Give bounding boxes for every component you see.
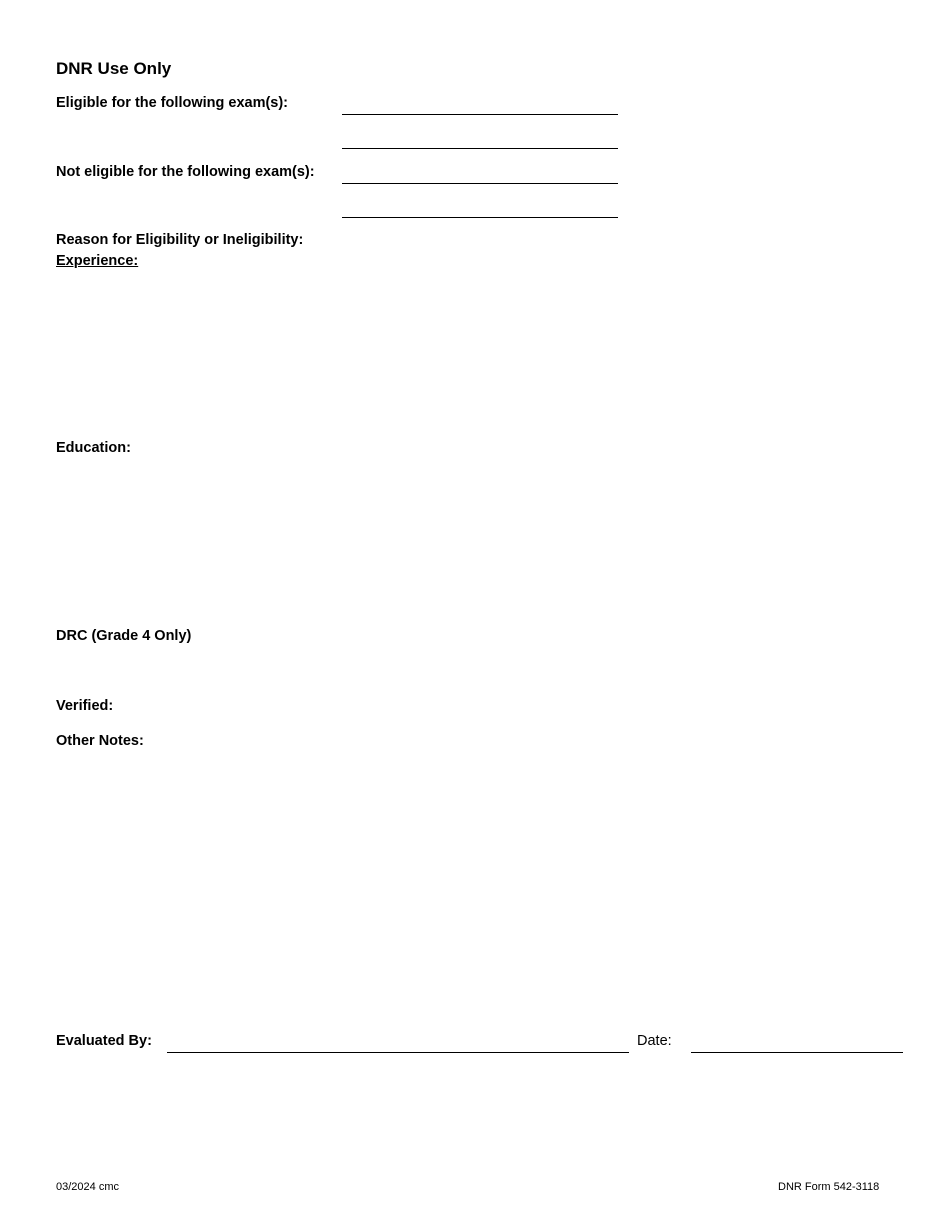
- experience-text-area[interactable]: [56, 275, 896, 425]
- evaluated-by-field[interactable]: [167, 1052, 629, 1053]
- footer-form-number: DNR Form 542-3118: [778, 1181, 880, 1193]
- other-notes-text-area[interactable]: [56, 755, 896, 1005]
- eligible-exam-field-1[interactable]: [342, 114, 618, 115]
- not-eligible-label: Not eligible for the following exam(s):: [56, 164, 315, 180]
- drc-label: DRC (Grade 4 Only): [56, 628, 192, 644]
- not-eligible-exam-field-1[interactable]: [342, 183, 618, 184]
- footer-revision-date: 03/2024 cmc: [56, 1181, 119, 1193]
- education-label: Education:: [56, 440, 131, 456]
- date-field[interactable]: [691, 1052, 903, 1053]
- other-notes-label: Other Notes:: [56, 733, 144, 749]
- not-eligible-exam-field-2[interactable]: [342, 217, 618, 218]
- eligible-exam-field-2[interactable]: [342, 148, 618, 149]
- verified-label: Verified:: [56, 698, 114, 714]
- education-text-area[interactable]: [56, 462, 896, 612]
- reason-label: Reason for Eligibility or Ineligibility:: [56, 232, 304, 248]
- evaluated-by-label: Evaluated By:: [56, 1033, 152, 1049]
- form-title: DNR Use Only: [56, 59, 172, 78]
- date-label: Date:: [637, 1033, 672, 1049]
- experience-label: Experience:: [56, 253, 139, 269]
- eligible-label: Eligible for the following exam(s):: [56, 95, 289, 111]
